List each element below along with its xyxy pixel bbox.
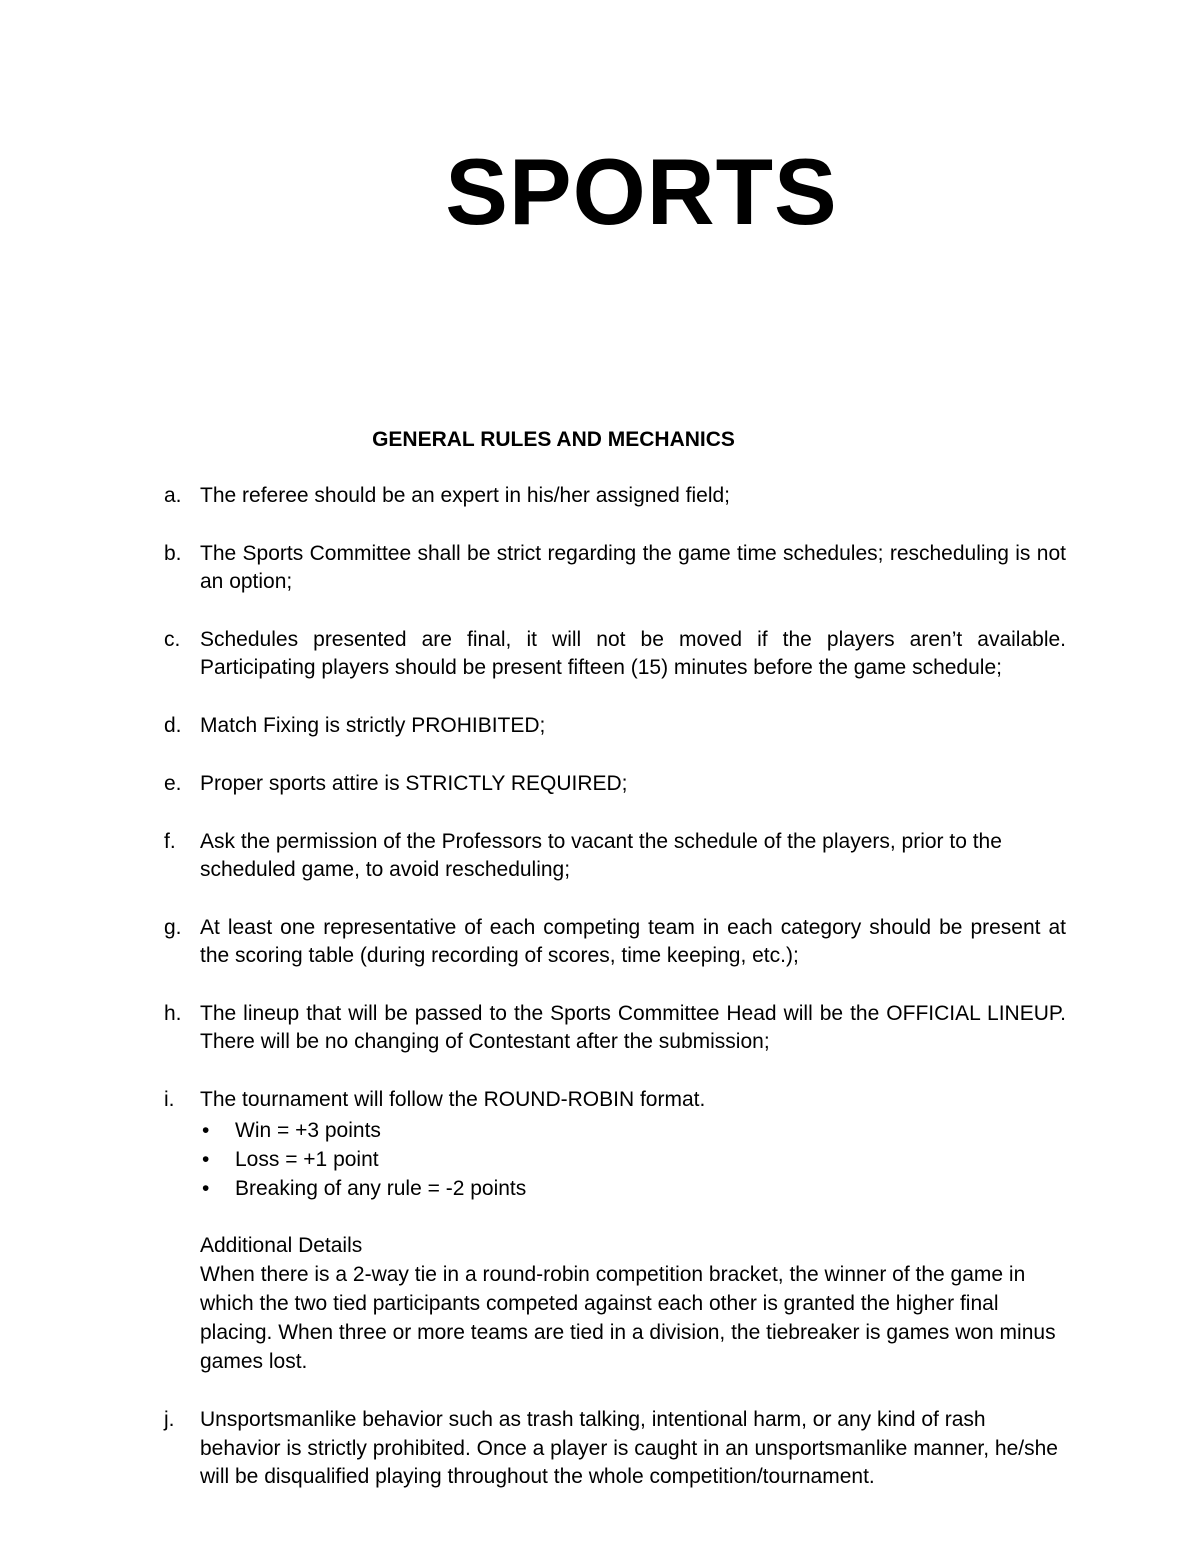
rule-item-c	[160, 626, 1066, 682]
additional-details-title: Additional Details	[200, 1234, 363, 1257]
rule-marker: c.	[164, 628, 181, 651]
scoring-text: Breaking of any rule = -2 points	[235, 1177, 527, 1200]
scoring-item-loss	[200, 1145, 1066, 1174]
rule-marker: g.	[164, 916, 182, 939]
rule-marker: b.	[164, 542, 182, 565]
rule-item-b	[160, 540, 1066, 596]
rule-marker: d.	[164, 714, 182, 737]
scoring-item-penalty	[200, 1174, 1066, 1203]
rule-text: The lineup that will be passed to the Sports Committee Head will be the OFFICIAL LINEUP. There will be no changing of Contestant after the submission;	[200, 1002, 1066, 1053]
rule-item-f	[160, 828, 1066, 884]
rule-marker: j.	[164, 1408, 175, 1431]
scoring-text: Loss = +1 point	[235, 1148, 379, 1171]
rule-item-g	[160, 914, 1066, 970]
rule-marker: f.	[164, 830, 176, 853]
bullet-icon: •	[202, 1148, 210, 1171]
rules-list	[160, 482, 1066, 1522]
rule-text: The tournament will follow the ROUND-ROBIN format.	[200, 1088, 706, 1111]
rule-marker: h.	[164, 1002, 182, 1025]
additional-details-body: When there is a 2-way tie in a round-robin competition bracket, the winner of the game in which the two tied participants competed against each other is granted the higher final placing. When three or more teams are tied in a division, the tiebreaker is games won minus games lost.	[200, 1263, 1056, 1373]
additional-details	[200, 1231, 1066, 1376]
rule-text: Proper sports attire is STRICTLY REQUIRED;	[200, 772, 628, 795]
scoring-text: Win = +3 points	[235, 1119, 381, 1142]
rule-item-d	[160, 712, 1066, 740]
rule-marker: a.	[164, 484, 182, 507]
rule-item-a	[160, 482, 1066, 510]
rule-marker: i.	[164, 1088, 175, 1111]
rule-item-e	[160, 770, 1066, 798]
rule-text: At least one representative of each competing team in each category should be present at the scoring table (during recording of scores, time keeping, etc.);	[200, 916, 1066, 967]
rule-text: Schedules presented are final, it will not be moved if the players aren’t available. Participating players should be present fifteen (15) minutes before the game schedule;	[200, 628, 1066, 679]
rule-item-i	[160, 1086, 1066, 1376]
page-title: SPORTS	[445, 139, 838, 244]
bullet-icon: •	[202, 1177, 210, 1200]
rule-item-j	[160, 1406, 1066, 1492]
rule-text: Ask the permission of the Professors to vacant the schedule of the players, prior to the scheduled game, to avoid rescheduling;	[200, 830, 1002, 881]
rule-text: The referee should be an expert in his/her assigned field;	[200, 484, 730, 507]
rule-marker: e.	[164, 772, 182, 795]
rule-text: Match Fixing is strictly PROHIBITED;	[200, 714, 546, 737]
section-heading: GENERAL RULES AND MECHANICS	[372, 428, 735, 451]
bullet-icon: •	[202, 1119, 210, 1142]
scoring-item-win	[200, 1116, 1066, 1145]
rule-item-h	[160, 1000, 1066, 1056]
rule-text: The Sports Committee shall be strict regarding the game time schedules; rescheduling is not an option;	[200, 542, 1066, 593]
scoring-list	[200, 1116, 1066, 1203]
rule-text: Unsportsmanlike behavior such as trash talking, intentional harm, or any kind of rash behavior is strictly prohibited. Once a player is caught in an unsportsmanlike manner, he/she will be disqualified playing throughout the whole competition/tournament.	[200, 1408, 1058, 1488]
